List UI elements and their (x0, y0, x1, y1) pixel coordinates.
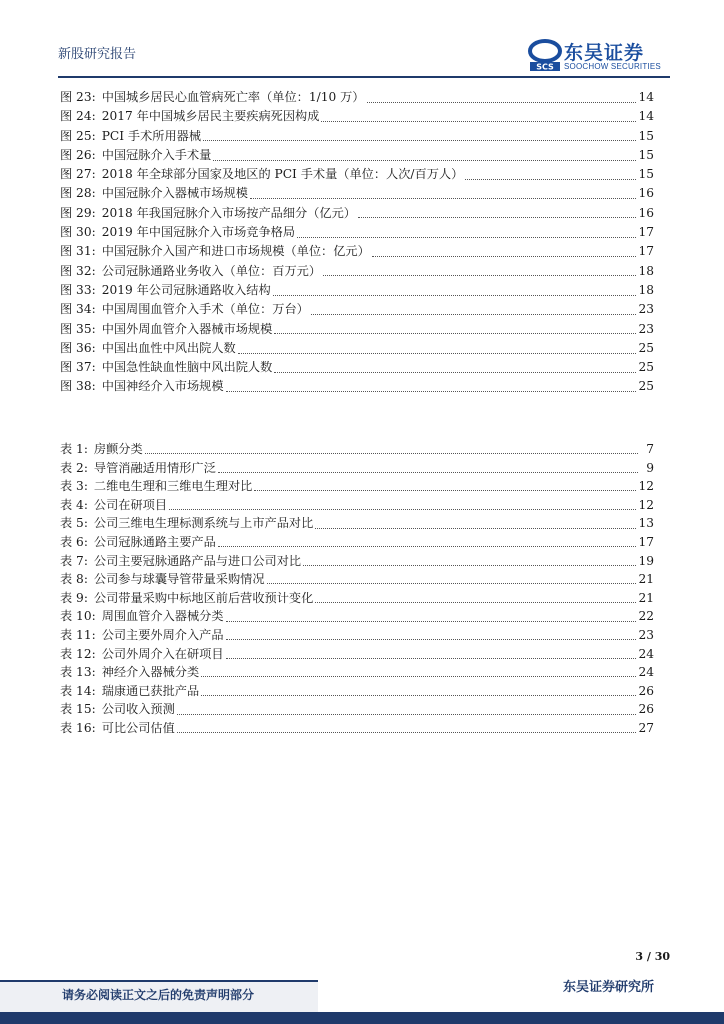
table-entry[interactable] (60, 626, 654, 645)
entry-page: 17 (638, 534, 654, 549)
dot-leader (218, 537, 637, 547)
entry-title: 公司带量采购中标地区前后营收预计变化 (93, 590, 314, 605)
entry-page: 26 (638, 683, 654, 698)
entry-title: 中国冠脉介入器械市场规模 (101, 186, 248, 201)
entry-label: 表 15: (60, 702, 96, 717)
entry-title: 公司在研项目 (93, 497, 168, 512)
entry-label: 表 16: (60, 720, 96, 735)
entry-title: 公司收入预测 (101, 702, 175, 717)
figure-entry[interactable] (60, 300, 654, 319)
entry-label: 表 11: (60, 627, 96, 642)
entry-title: 中国神经介入市场规模 (101, 379, 224, 394)
entry-label: 图 25: (60, 128, 96, 143)
logo-mark-icon (528, 38, 562, 72)
entry-label: 表 1: (60, 442, 88, 456)
entry-title: 中国急性缺血性脑中风出院人数 (101, 360, 273, 375)
figure-index (60, 88, 654, 397)
entry-title: 2019 年公司冠脉通路收入结构 (101, 282, 271, 297)
dot-leader (254, 481, 636, 491)
dot-leader (465, 170, 636, 180)
dot-leader (145, 444, 638, 454)
entry-page: 21 (638, 572, 654, 587)
dot-leader (311, 305, 637, 315)
page-number: 3 / 30 (635, 950, 670, 963)
entry-label: 表 12: (60, 646, 96, 661)
entry-label: 图 31: (60, 244, 96, 259)
figure-entry[interactable] (60, 377, 654, 396)
dot-leader (201, 667, 636, 677)
entry-title: 导管消融适用情形广泛 (93, 460, 216, 475)
entry-label: 表 6: (60, 534, 88, 549)
figure-entry[interactable] (60, 339, 654, 358)
entry-page: 7 (646, 442, 654, 456)
table-entry[interactable] (60, 607, 654, 626)
entry-title: 公司冠脉通路主要产品 (93, 534, 216, 549)
entry-label: 图 24: (60, 109, 96, 124)
entry-label: 图 26: (60, 147, 96, 162)
entry-title: 2018 年全球部分国家及地区的 PCI 手术量（单位：人次/百万人） (101, 167, 464, 182)
entry-page: 16 (638, 186, 654, 201)
logo-mark-text: SCS (536, 62, 554, 72)
entry-label: 图 38: (60, 379, 96, 394)
entry-page: 23 (638, 302, 654, 317)
entry-label: 表 14: (60, 683, 96, 698)
table-entry[interactable] (60, 589, 654, 608)
entry-page: 25 (638, 340, 654, 355)
entry-label: 图 28: (60, 186, 96, 201)
institute-name: 东吴证券研究所 (562, 980, 654, 995)
dot-leader (323, 266, 636, 276)
entry-label: 表 7: (60, 553, 88, 568)
entry-page: 12 (638, 479, 654, 494)
table-entry[interactable] (60, 570, 654, 589)
entry-title: PCI 手术所用器械 (101, 128, 202, 143)
table-entry[interactable] (60, 496, 654, 515)
entry-title: 中国外周血管介入器械市场规模 (101, 321, 273, 336)
entry-title: 公司冠脉通路业务收入（单位：百万元） (101, 263, 322, 278)
figure-entry[interactable] (60, 88, 654, 107)
entry-page: 27 (638, 720, 654, 735)
entry-label: 表 2: (60, 460, 88, 475)
entry-title: 公司主要冠脉通路产品与进口公司对比 (93, 553, 302, 568)
entry-page: 26 (638, 702, 654, 717)
figure-entry[interactable] (60, 262, 654, 281)
entry-title: 周围血管介入器械分类 (101, 609, 224, 624)
dot-leader (213, 151, 636, 161)
entry-title: 可比公司估值 (101, 720, 175, 735)
entry-title: 中国城乡居民心血管病死亡率（单位：1/10 万） (101, 90, 365, 104)
figure-entry[interactable] (60, 281, 654, 300)
logo-chinese-name: 东吴证券 (564, 42, 645, 64)
figure-entry[interactable] (60, 320, 654, 339)
entry-title: 2017 年中国城乡居民主要疾病死因构成 (101, 109, 320, 124)
dot-leader (358, 208, 637, 218)
entry-label: 表 4: (60, 497, 88, 512)
entry-page: 9 (646, 460, 654, 475)
table-entry[interactable] (60, 719, 654, 738)
logo-english-name: SOOCHOW SECURITIES (564, 62, 661, 71)
entry-page: 15 (638, 147, 654, 162)
dot-leader (169, 500, 636, 510)
entry-label: 表 9: (60, 590, 88, 605)
figure-entry[interactable] (60, 223, 654, 242)
entry-page: 24 (638, 665, 654, 680)
entry-label: 图 33: (60, 282, 96, 297)
entry-page: 18 (638, 282, 654, 297)
figure-entry[interactable] (60, 146, 654, 165)
figure-entry[interactable] (60, 242, 654, 261)
entry-label: 表 13: (60, 665, 96, 680)
dot-leader (273, 286, 637, 296)
dot-leader (315, 593, 636, 603)
entry-page: 14 (638, 90, 654, 104)
entry-page: 23 (638, 627, 654, 642)
report-type-title: 新股研究报告 (58, 47, 137, 62)
entry-title: 公司三维电生理标测系统与上市产品对比 (93, 516, 314, 531)
entry-label: 图 29: (60, 205, 96, 220)
table-entry[interactable] (60, 682, 654, 701)
entry-page: 24 (638, 646, 654, 661)
dot-leader (321, 112, 636, 122)
entry-label: 图 34: (60, 302, 96, 317)
footer-bar (0, 1012, 724, 1024)
header-divider (58, 76, 670, 78)
entry-label: 表 5: (60, 516, 88, 531)
entry-title: 二维电生理和三维电生理对比 (93, 479, 253, 494)
entry-page: 23 (638, 321, 654, 336)
entry-page: 15 (638, 128, 654, 143)
table-index (60, 440, 654, 738)
figure-entry[interactable] (60, 165, 654, 184)
entry-title: 中国冠脉介入手术量 (101, 147, 212, 162)
dot-leader (367, 93, 637, 103)
figure-entry[interactable] (60, 184, 654, 203)
table-entry[interactable] (60, 663, 654, 682)
entry-page: 16 (638, 205, 654, 220)
entry-page: 15 (638, 167, 654, 182)
entry-label: 图 30: (60, 225, 96, 240)
figure-entry[interactable] (60, 127, 654, 146)
entry-page: 17 (638, 225, 654, 240)
dot-leader (315, 519, 636, 529)
entry-label: 图 37: (60, 360, 96, 375)
entry-title: 房颤分类 (93, 442, 143, 456)
entry-title: 中国周围血管介入手术（单位：万台） (101, 302, 309, 317)
entry-page: 19 (638, 553, 654, 568)
dot-leader (238, 344, 637, 354)
disclaimer-text: 请务必阅读正文之后的免责声明部分 (62, 988, 255, 1002)
dot-leader (274, 363, 636, 373)
entry-page: 25 (638, 379, 654, 394)
company-logo (528, 38, 678, 74)
entry-page: 22 (638, 609, 654, 624)
entry-label: 图 32: (60, 263, 96, 278)
dot-leader (274, 324, 636, 334)
entry-page: 25 (638, 360, 654, 375)
entry-page: 12 (638, 497, 654, 512)
dot-leader (226, 630, 637, 640)
entry-title: 公司主要外周介入产品 (101, 627, 224, 642)
entry-title: 中国出血性中风出院人数 (101, 340, 236, 355)
entry-label: 表 3: (60, 479, 88, 494)
entry-label: 表 8: (60, 572, 88, 587)
entry-title: 公司参与球囊导管带量采购情况 (93, 572, 265, 587)
entry-page: 21 (638, 590, 654, 605)
dot-leader (226, 382, 637, 392)
dot-leader (201, 686, 636, 696)
dot-leader (297, 228, 636, 238)
entry-title: 2019 年中国冠脉介入市场竞争格局 (101, 225, 296, 240)
dot-leader (203, 131, 636, 141)
table-entry[interactable] (60, 477, 654, 496)
entry-label: 表 10: (60, 609, 96, 624)
figure-entry[interactable] (60, 204, 654, 223)
table-entry[interactable] (60, 440, 654, 459)
dot-leader (267, 574, 637, 584)
dot-leader (177, 723, 637, 733)
table-entry[interactable] (60, 533, 654, 552)
dot-leader (303, 556, 636, 566)
dot-leader (226, 612, 637, 622)
table-entry[interactable] (60, 459, 654, 478)
dot-leader (226, 649, 637, 659)
entry-page: 17 (638, 244, 654, 259)
entry-page: 13 (638, 516, 654, 531)
entry-title: 2018 年我国冠脉介入市场按产品细分（亿元） (101, 205, 356, 220)
entry-title: 瑞康通已获批产品 (101, 683, 200, 698)
figure-entry[interactable] (60, 358, 654, 377)
entry-title: 神经介入器械分类 (101, 665, 200, 680)
table-entry[interactable] (60, 514, 654, 533)
entry-page: 18 (638, 263, 654, 278)
dot-leader (372, 247, 637, 257)
table-entry[interactable] (60, 700, 654, 719)
dot-leader (250, 189, 637, 199)
entry-label: 图 23: (60, 90, 96, 104)
entry-label: 图 35: (60, 321, 96, 336)
entry-title: 公司外周介入在研项目 (101, 646, 224, 661)
entry-label: 图 27: (60, 167, 96, 182)
entry-title: 中国冠脉介入国产和进口市场规模（单位：亿元） (101, 244, 370, 259)
dot-leader (218, 463, 638, 473)
entry-page: 14 (638, 109, 654, 124)
table-entry[interactable] (60, 645, 654, 664)
table-entry[interactable] (60, 552, 654, 571)
figure-entry[interactable] (60, 107, 654, 126)
entry-label: 图 36: (60, 340, 96, 355)
dot-leader (177, 705, 637, 715)
